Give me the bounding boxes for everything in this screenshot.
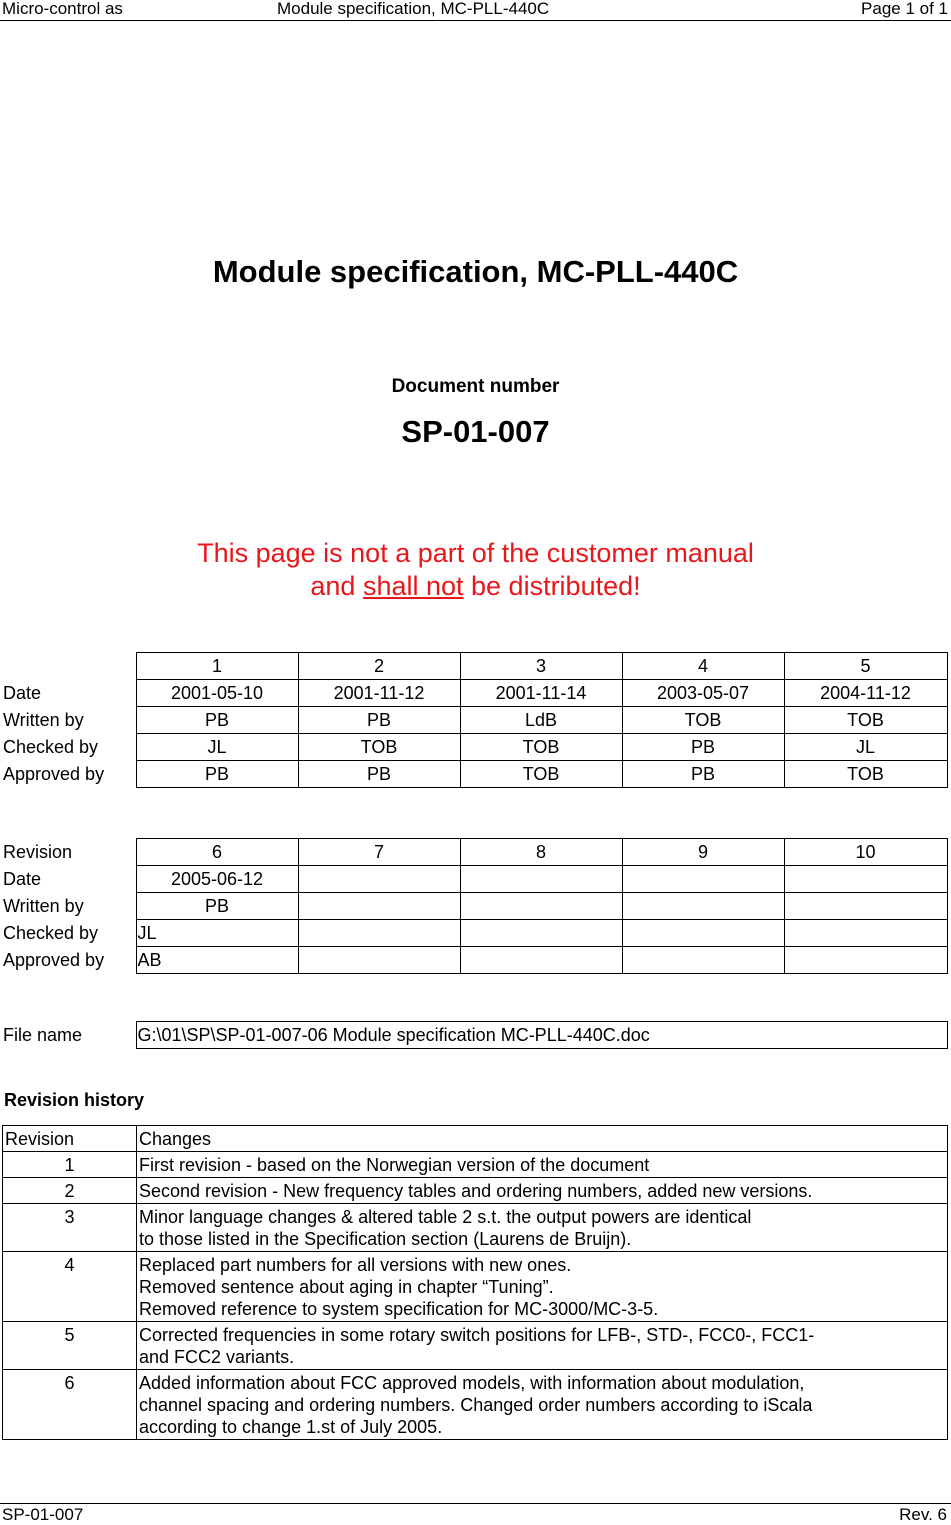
table-row	[3, 1322, 948, 1370]
table-cell: Written by	[2, 893, 136, 920]
revision-number: 1	[3, 1152, 137, 1178]
table-row	[2, 1022, 947, 1049]
page-footer	[0, 1503, 951, 1525]
table-row	[2, 653, 947, 680]
table-cell: JL	[136, 920, 298, 947]
table-cell: Approved by	[2, 947, 136, 974]
table-cell	[622, 893, 784, 920]
table-cell: 6	[136, 839, 298, 866]
table-cell: Written by	[2, 707, 136, 734]
table-cell: Date	[2, 866, 136, 893]
page-header	[0, 0, 951, 21]
table-row	[2, 761, 947, 788]
table-cell	[298, 866, 460, 893]
header-doc-title: Module specification, MC-PLL-440C	[277, 0, 550, 18]
header-page-number: Page 1 of 1	[861, 0, 948, 18]
revision-history-table	[2, 1125, 948, 1440]
warning-line-1: This page is not a part of the customer manual	[197, 538, 754, 568]
table-cell: 2001-11-12	[298, 680, 460, 707]
table-cell	[784, 866, 947, 893]
table-cell: TOB	[784, 707, 947, 734]
table-cell	[622, 920, 784, 947]
table-row	[3, 1204, 948, 1252]
footer-revision: Rev. 6	[899, 1505, 947, 1524]
table-cell	[784, 947, 947, 974]
table-cell: Checked by	[2, 734, 136, 761]
revision-history-title: Revision history	[4, 1090, 145, 1110]
revision-number: 3	[3, 1204, 137, 1252]
table-row	[2, 707, 947, 734]
table-cell	[622, 866, 784, 893]
changes-column-header: Changes	[137, 1126, 948, 1152]
table-row	[2, 680, 947, 707]
table-cell: JL	[784, 734, 947, 761]
table-cell: 2	[298, 653, 460, 680]
table-cell: TOB	[622, 707, 784, 734]
table-cell: 10	[784, 839, 947, 866]
table-cell: 9	[622, 839, 784, 866]
revision-number: 2	[3, 1178, 137, 1204]
table-row	[2, 920, 947, 947]
table-cell: Checked by	[2, 920, 136, 947]
revision-change-text: Corrected frequencies in some rotary switch positions for LFB-, STD-, FCC0-, FCC1- and FCC2 variants.	[137, 1322, 948, 1370]
table-cell	[298, 920, 460, 947]
table-cell: 5	[784, 653, 947, 680]
revision-change-text: Replaced part numbers for all versions with new ones. Removed sentence about aging in chapter “Tuning”. Removed reference to system specification for MC-3000/MC-3-5.	[137, 1252, 948, 1322]
table-cell	[784, 893, 947, 920]
header-company: Micro-control as	[2, 0, 123, 18]
revision-number: 5	[3, 1322, 137, 1370]
table-cell: 1	[136, 653, 298, 680]
table-cell: PB	[622, 734, 784, 761]
revisions-table-2	[2, 838, 948, 974]
revision-number: 4	[3, 1252, 137, 1322]
table-cell	[298, 893, 460, 920]
file-name-table	[2, 1021, 948, 1049]
document-number-label: Document number	[391, 376, 560, 397]
warning-line-2-pre: and	[310, 571, 363, 601]
table-cell	[298, 947, 460, 974]
table-row	[2, 734, 947, 761]
table-cell: 2001-11-14	[460, 680, 622, 707]
table-cell: PB	[136, 761, 298, 788]
table-cell: Revision	[2, 839, 136, 866]
table-cell: 7	[298, 839, 460, 866]
table-cell: JL	[136, 734, 298, 761]
distribution-warning	[0, 537, 951, 603]
table-row	[2, 839, 947, 866]
revision-number: 6	[3, 1370, 137, 1440]
warning-emphasis: shall not	[362, 571, 464, 601]
document-number: SP-01-007	[401, 414, 550, 449]
table-cell	[460, 920, 622, 947]
table-row	[3, 1126, 948, 1152]
table-cell: 4	[622, 653, 784, 680]
revision-change-text: First revision - based on the Norwegian version of the document	[137, 1152, 948, 1178]
table-cell: PB	[298, 761, 460, 788]
table-cell: 3	[460, 653, 622, 680]
table-cell: 2004-11-12	[784, 680, 947, 707]
table-cell: PB	[136, 893, 298, 920]
table-cell: 8	[460, 839, 622, 866]
revision-change-text: Second revision - New frequency tables and ordering numbers, added new versions.	[137, 1178, 948, 1204]
file-name-label: File name	[2, 1022, 136, 1049]
table-cell: PB	[622, 761, 784, 788]
table-row	[3, 1370, 948, 1440]
table-cell: TOB	[460, 734, 622, 761]
footer-document-number: SP-01-007	[2, 1505, 84, 1524]
document-title: Module specification, MC-PLL-440C	[212, 254, 739, 289]
table-cell	[2, 653, 136, 680]
table-row	[2, 893, 947, 920]
table-cell: PB	[298, 707, 460, 734]
table-cell	[460, 947, 622, 974]
table-cell: PB	[136, 707, 298, 734]
file-name-value: G:\01\SP\SP-01-007-06 Module specification MC-PLL-440C.doc	[136, 1022, 947, 1049]
revision-column-header: Revision	[3, 1126, 137, 1152]
table-cell: 2005-06-12	[136, 866, 298, 893]
table-cell: LdB	[460, 707, 622, 734]
table-cell: Approved by	[2, 761, 136, 788]
table-cell	[460, 866, 622, 893]
table-cell	[622, 947, 784, 974]
table-cell: Date	[2, 680, 136, 707]
revision-change-text: Added information about FCC approved models, with information about modulation, channel spacing and ordering numbers. Changed order numbers according to iScala according to change 1.st of July 2005.	[137, 1370, 948, 1440]
revision-change-text: Minor language changes & altered table 2 s.t. the output powers are identical to those listed in the Specification section (Laurens de Bruijn).	[137, 1204, 948, 1252]
table-row	[2, 947, 947, 974]
table-cell: TOB	[460, 761, 622, 788]
table-row	[3, 1252, 948, 1322]
table-cell	[784, 920, 947, 947]
table-cell: TOB	[298, 734, 460, 761]
table-cell: TOB	[784, 761, 947, 788]
revisions-table-1	[2, 652, 948, 788]
table-row	[3, 1152, 948, 1178]
table-cell: 2003-05-07	[622, 680, 784, 707]
warning-line-2	[0, 570, 951, 603]
warning-line-2-post: be distributed!	[463, 571, 641, 601]
table-cell: AB	[136, 947, 298, 974]
table-cell: 2001-05-10	[136, 680, 298, 707]
table-cell	[460, 893, 622, 920]
table-row	[3, 1178, 948, 1204]
table-row	[2, 866, 947, 893]
